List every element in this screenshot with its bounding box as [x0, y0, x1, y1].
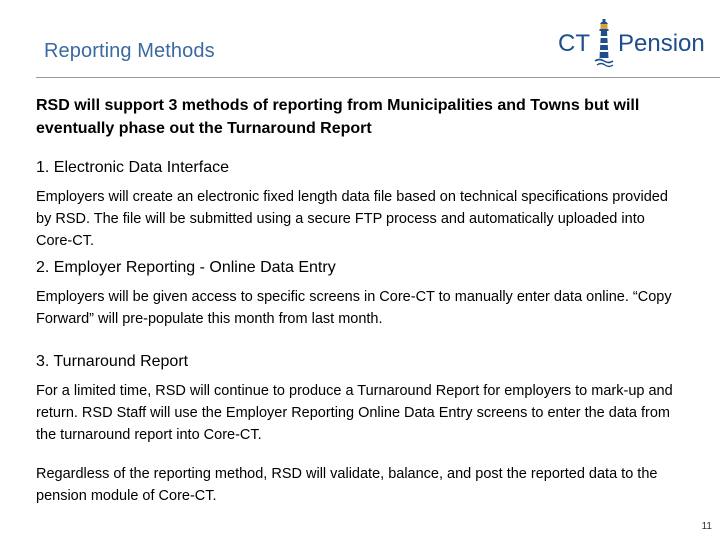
page-title: Reporting Methods: [44, 40, 215, 62]
header-divider: [36, 77, 720, 78]
logo-pension-text: Pension: [618, 30, 705, 57]
method-heading-3: 3. Turnaround Report: [36, 353, 189, 370]
closing-text: Regardless of the reporting method, RSD will validate, balance, and post the reported data to the pension module of Core-CT.: [36, 466, 658, 504]
page-number: 11: [701, 521, 712, 532]
method-body-3: For a limited time, RSD will continue to produce a Turnaround Report for employers to mark-up and return. RSD Staff will use the Employer Reporting Online Data Entry screens to enter the data from the turnaround report into Core-CT.: [36, 383, 673, 443]
intro-text: RSD will support 3 methods of reporting from Municipalities and Towns but will eventually phase out the Turnaround Report: [36, 97, 640, 137]
slide-content: [36, 94, 676, 504]
method-heading-1: 1. Electronic Data Interface: [36, 159, 229, 176]
method-body-2: Employers will be given access to specific screens in Core-CT to manually enter data online. “Copy Forward” will pre-populate this month from last month.: [36, 289, 672, 327]
ct-pension-logo: [556, 18, 716, 68]
lighthouse-icon: [593, 18, 615, 68]
logo-ct-text: CT: [558, 30, 590, 57]
method-body-1: Employers will create an electronic fixed length data file based on technical specifications provided by RSD. The file will be submitted using a secure FTP process and automatically uploaded into Core-CT.: [36, 189, 668, 249]
method-heading-2: 2. Employer Reporting - Online Data Entry: [36, 259, 336, 276]
